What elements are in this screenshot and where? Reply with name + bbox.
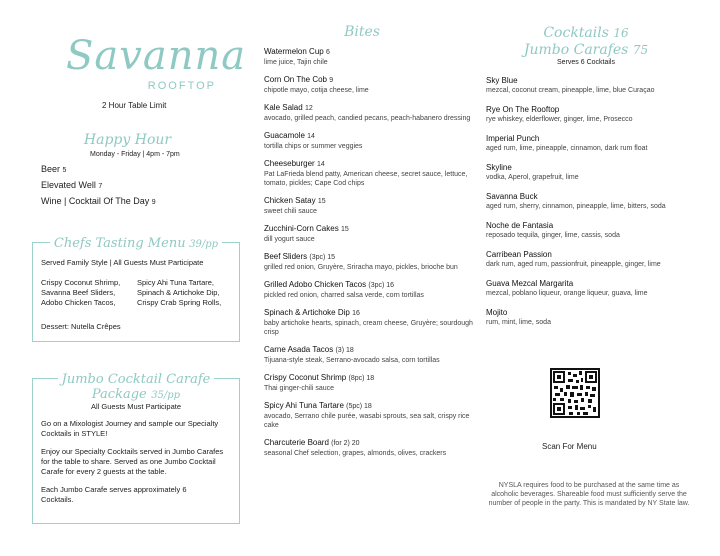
cocktail-name: Carribean Passion [486, 250, 552, 259]
happy-hour-title: Happy Hour [83, 132, 172, 148]
bite-item [264, 47, 474, 67]
bite-item [264, 438, 474, 458]
jumbo-package-p3: Each Jumbo Carafe serves approximately 6 Cocktails. [41, 485, 187, 504]
bite-item [264, 280, 474, 300]
happy-hour-section [40, 132, 235, 158]
jumbo-package-price: 35/pp [151, 390, 181, 401]
jumbo-package-p1: Go on a Mixologist Journey and sample our Specialty Cocktails in STYLE! [41, 419, 219, 438]
bite-desc: avocado, Serrano chile purée, wasabi sprouts, sea salt, crispy rice cake [264, 413, 470, 429]
cocktails-title: Cocktails [543, 25, 609, 41]
bite-name: Carne Asada Tacos (3) 18 [264, 345, 354, 354]
bite-desc: pickled red onion, charred salsa verde, corn tortillas [264, 292, 424, 299]
bite-item [264, 131, 474, 151]
happy-hour-item [41, 196, 156, 208]
qr-label: Scan For Menu [542, 442, 597, 451]
bite-price: (3pc) 16 [368, 282, 395, 289]
happy-hour-items [41, 164, 156, 208]
bite-item [264, 252, 474, 272]
bite-name: Spinach & Artichoke Dip 16 [264, 308, 360, 317]
brand-sub: ROOFTOP [147, 80, 216, 92]
bite-item [264, 308, 474, 337]
cocktail-item [486, 308, 696, 327]
bites-title: Bites [344, 24, 380, 40]
happy-hour-item-name: Elevated Well [41, 180, 96, 190]
jumbo-package-box [32, 372, 240, 524]
cocktail-desc: reposado tequila, ginger, lime, cassis, soda [486, 232, 620, 239]
cocktail-desc: vodka, Aperol, grapefruit, lime [486, 174, 579, 181]
bite-desc: chipotle mayo, cotija cheese, lime [264, 87, 369, 94]
bite-price: (8pc) 18 [348, 375, 375, 382]
bite-desc: tortilla chips or summer veggies [264, 143, 363, 150]
tasting-item: Adobo Chicken Tacos, [41, 298, 116, 307]
bite-name: Grilled Adobo Chicken Tacos (3pc) 16 [264, 280, 395, 289]
bite-price: 6 [325, 49, 330, 56]
cocktail-name: Noche de Fantasia [486, 221, 554, 230]
bite-item [264, 224, 474, 244]
table-limit: 2 Hour Table Limit [102, 101, 167, 110]
happy-hour-item [41, 180, 156, 192]
bite-desc: grilled red onion, Gruyère, Sriracha mayo, pickles, brioche bun [264, 264, 458, 271]
chefs-tasting-subtitle: Served Family Style | All Guests Must Participate [41, 258, 204, 267]
cocktail-item [486, 279, 696, 298]
bite-desc: baby artichoke hearts, spinach, cream cheese, Gruyère; sourdough crisp [264, 320, 473, 336]
bite-name: Watermelon Cup 6 [264, 47, 330, 56]
bite-name: Charcuterie Board (for 2) 20 [264, 438, 360, 447]
chefs-tasting-title: Chefs Tasting Menu 39/pp [50, 235, 222, 250]
bites-list [264, 47, 474, 466]
bite-name: Beef Sliders (3pc) 15 [264, 252, 336, 261]
bite-price: 15 [317, 198, 326, 205]
cocktail-desc: dark rum, aged rum, passionfruit, pineapple, ginger, lime [486, 261, 661, 268]
cocktail-item [486, 163, 696, 182]
bite-name: Spicy Ahi Tuna Tartare (5pc) 18 [264, 401, 372, 410]
bite-name: Chicken Satay 15 [264, 196, 326, 205]
brand-name: Savanna [66, 33, 247, 79]
cocktail-desc: rye whiskey, elderflower, ginger, lime, Prosecco [486, 116, 633, 123]
tasting-item: Crispy Coconut Shrimp, [41, 278, 121, 287]
bite-price: (3pc) 15 [309, 254, 336, 261]
bite-desc: lime juice, Tajin chile [264, 59, 328, 66]
bite-price: 9 [329, 77, 334, 84]
bite-item [264, 159, 474, 188]
tasting-item: Spicy Ahi Tuna Tartare, [137, 278, 214, 287]
cocktail-item [486, 105, 696, 124]
tasting-item: Crispy Crab Spring Rolls, [137, 298, 222, 307]
bite-desc: sweet chili sauce [264, 208, 317, 215]
carafes-subtitle: Serves 6 Cocktails [557, 59, 615, 66]
cocktail-desc: mezcal, poblano liqueur, orange liqueur, guava, lime [486, 290, 648, 297]
tasting-item: Savanna Beef Sliders, [41, 288, 116, 297]
jumbo-package-subtitle: All Guests Must Participate [90, 402, 182, 411]
bite-desc: seasonal Chef selection, grapes, almonds, olives, crackers [264, 450, 447, 457]
qr-code[interactable] [550, 368, 600, 418]
chefs-tasting-dessert: Dessert: Nutella Crêpes [41, 322, 121, 331]
bite-price: 12 [304, 105, 313, 112]
happy-hour-times: Monday - Friday | 4pm - 7pm [90, 151, 180, 158]
bite-item [264, 373, 474, 393]
bite-desc: Thai ginger-chili sauce [264, 385, 335, 392]
bite-desc: Pat LaFrieda blend patty, American cheese, secret sauce, lettuce, tomato, pickles; Cape Cod chips [264, 171, 468, 187]
bite-price: 15 [340, 226, 349, 233]
jumbo-package-title2: Package [91, 387, 147, 402]
cocktail-name: Sky Blue [486, 76, 518, 85]
chefs-tasting-left [41, 278, 120, 308]
bite-price: (5pc) 18 [346, 403, 372, 410]
bite-item [264, 75, 474, 95]
cocktail-item [486, 76, 696, 95]
qr-code-icon [552, 370, 598, 416]
jumbo-package-title2-wrap [33, 385, 239, 403]
bite-item [264, 103, 474, 123]
bite-name: Corn On The Cob 9 [264, 75, 334, 84]
happy-hour-item-price: 5 [62, 167, 67, 174]
cocktails-title-wrap [486, 24, 686, 42]
bite-name: Crispy Coconut Shrimp (8pc) 18 [264, 373, 375, 382]
tasting-item: Spinach & Artichoke Dip, [137, 288, 220, 297]
bite-name: Kale Salad 12 [264, 103, 313, 112]
cocktail-name: Rye On The Rooftop [486, 105, 560, 114]
nysla-note: NYSLA requires food to be purchased at the same time as alcoholic beverages. Shareable food must sufficiently serve the number of people in the party. This is mandated by NY State law. [488, 482, 690, 507]
bite-desc: dill yogurt sauce [264, 236, 315, 243]
bite-name: Cheeseburger 14 [264, 159, 325, 168]
bite-name: Zucchini-Corn Cakes 15 [264, 224, 349, 233]
jumbo-package-p2: Enjoy our Specialty Cocktails served in Jumbo Carafes for the table to share. Served as one Jumbo Cocktail Carafe for every 2 guests at the table. [41, 447, 224, 476]
brand-logo [66, 33, 247, 92]
cocktail-desc: rum, mint, lime, soda [486, 319, 551, 326]
bite-price: (3) 18 [335, 347, 354, 354]
bite-price: 14 [316, 161, 325, 168]
chefs-tasting-title-wrap [33, 234, 239, 252]
cocktail-desc: mezcal, coconut cream, pineapple, lime, blue Curaçao [486, 87, 655, 94]
carafes-title-wrap [486, 41, 686, 59]
bite-desc: avocado, grilled peach, candied pecans, peach-habanero dressing [264, 115, 471, 122]
cocktail-item [486, 250, 696, 269]
bite-desc: Tijuana-style steak, Serrano-avocado salsa, corn tortillas [264, 357, 440, 364]
happy-hour-item [41, 164, 156, 176]
happy-hour-item-name: Beer [41, 164, 61, 174]
cocktail-desc: aged rum, sherry, cinnamon, pineapple, lime, bitters, soda [486, 203, 666, 210]
bite-item [264, 401, 474, 430]
bite-item [264, 196, 474, 216]
bite-item [264, 345, 474, 365]
jumbo-package-title: Jumbo Cocktail Carafe [58, 372, 215, 387]
bite-price: 16 [352, 310, 360, 317]
carafes-price: 75 [632, 43, 649, 57]
happy-hour-item-price: 7 [98, 183, 103, 190]
cocktail-name: Guava Mezcal Margarita [486, 279, 574, 288]
cocktail-desc: aged rum, lime, pineapple, cinnamon, dark rum float [486, 145, 648, 152]
cocktail-name: Imperial Punch [486, 134, 540, 143]
bite-price: 14 [307, 133, 315, 140]
happy-hour-item-name: Wine | Cocktail Of The Day [41, 196, 150, 206]
cocktail-name: Mojito [486, 308, 508, 317]
cocktail-name: Savanna Buck [486, 192, 538, 201]
chefs-tasting-right [137, 278, 221, 308]
cocktails-price: 16 [613, 26, 629, 40]
chefs-tasting-box [32, 236, 240, 342]
happy-hour-item-price: 9 [151, 199, 156, 206]
cocktail-item [486, 221, 696, 240]
bite-price: (for 2) 20 [331, 440, 360, 447]
cocktail-item [486, 134, 696, 153]
carafes-title: Jumbo Carafes [523, 42, 629, 58]
bite-name: Guacamole 14 [264, 131, 315, 140]
cocktail-name: Skyline [486, 163, 512, 172]
cocktail-item [486, 192, 696, 211]
cocktail-list [486, 76, 696, 337]
